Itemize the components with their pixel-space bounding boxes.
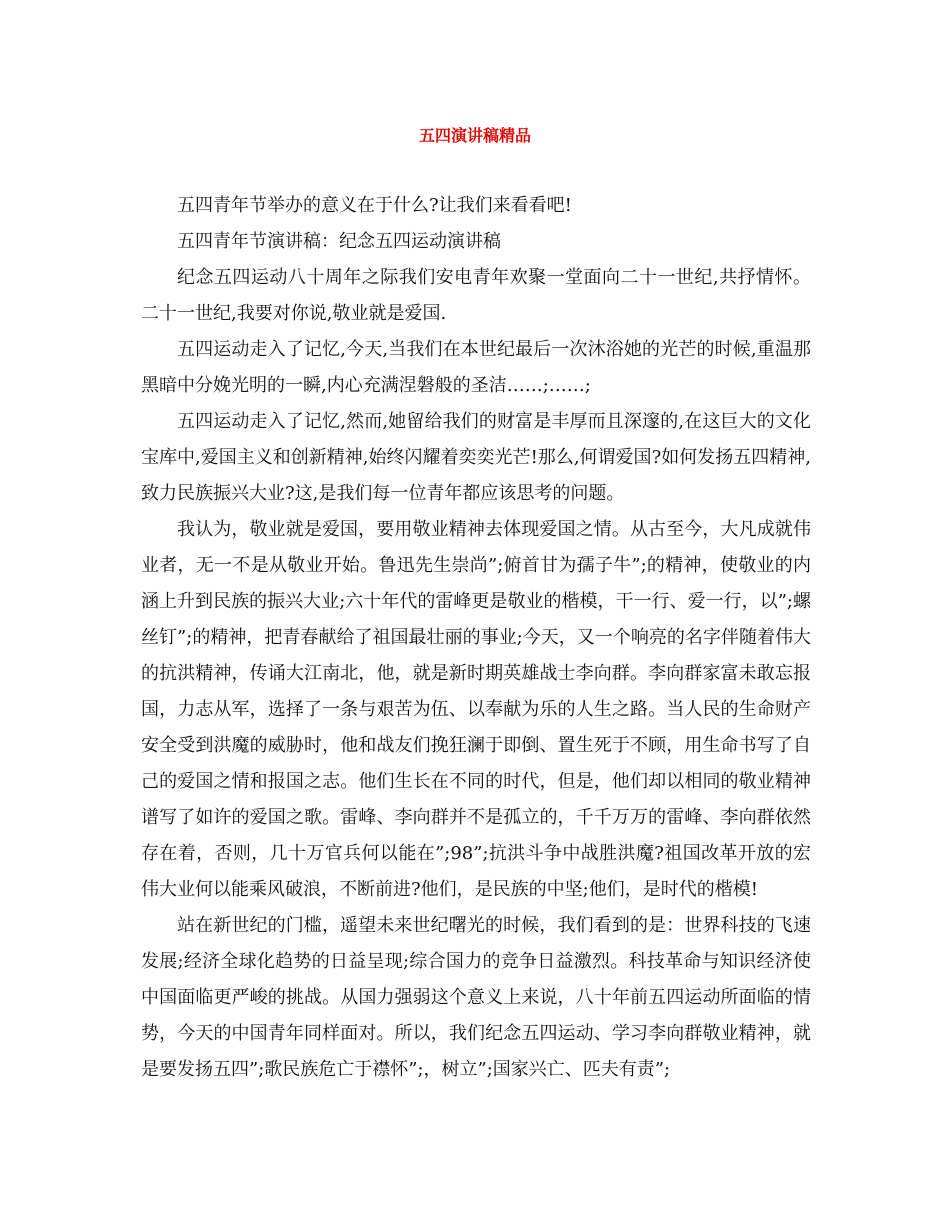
paragraph: 纪念五四运动八十周年之际我们安电青年欢聚一堂面向二十一世纪,共抒情怀。二十一世纪,我要对你说,敬业就是爱国.: [141, 267, 811, 324]
paragraph: 五四青年节演讲稿：纪念五四运动演讲稿: [177, 231, 501, 252]
document-body: [141, 188, 811, 1088]
paragraph: 站在新世纪的门槛，遥望未来世纪曙光的时候，我们看到的是：世界科技的飞速发展;经济全球化趋势的日益呈现;综合国力的竞争日益激烈。科技革命与知识经济使中国面临更严峻的挑战。从国力强弱这个意义上来说，八十年前五四运动所面临的情势，今天的中国青年同样面对。所以，我们纪念五四运动、学习李向群敬业精神，就是要发扬五四”;歌民族危亡于襟怀”;，树立”;国家兴亡、匹夫有责”;: [141, 915, 811, 1080]
paragraph: 五四运动走入了记忆,今天,当我们在本世纪最后一次沐浴她的光芒的时候,重温那黑暗中分娩光明的一瞬,内心充满涅磐般的圣洁……;……;: [141, 339, 811, 396]
paragraph: 五四运动走入了记忆,然而,她留给我们的财富是丰厚而且深邃的,在这巨大的文化宝库中,爱国主义和创新精神,始终闪耀着奕奕光芒!那么,何谓爱国?如何发扬五四精神,致力民族振兴大业?这,是我们每一位青年都应该思考的问题。: [141, 411, 811, 504]
paragraph: 五四青年节举办的意义在于什么?让我们来看看吧!: [177, 195, 572, 216]
paragraph: 我认为，敬业就是爱国，要用敬业精神去体现爱国之情。从古至今，大凡成就伟业者，无一不是从敬业开始。鲁迅先生崇尚”;俯首甘为孺子牛”;的精神，使敬业的内涵上升到民族的振兴大业;六十年代的雷峰更是敬业的楷模，干一行、爱一行，以”;螺丝钉”;的精神，把青春献给了祖国最壮丽的事业;今天，又一个响亮的名字伴随着伟大的抗洪精神，传诵大江南北，他，就是新时期英雄战士李向群。李向群家富未敢忘报国，力志从军，选择了一条与艰苦为伍、以奉献为乐的人生之路。当人民的生命财产安全受到洪魔的威胁时，他和战友们挽狂澜于即倒、置生死于不顾，用生命书写了自己的爱国之情和报国之志。他们生长在不同的时代，但是，他们却以相同的敬业精神谱写了如许的爱国之歌。雷峰、李向群并不是孤立的，千千万万的雷峰、李向群依然存在着，否则，几十万官兵何以能在”;98”;抗洪斗争中战胜洪魔?祖国改革开放的宏伟大业何以能乘风破浪，不断前进?他们，是民族的中坚;他们，是时代的楷模!: [141, 519, 811, 900]
document-title: 五四演讲稿精品: [418, 126, 531, 145]
